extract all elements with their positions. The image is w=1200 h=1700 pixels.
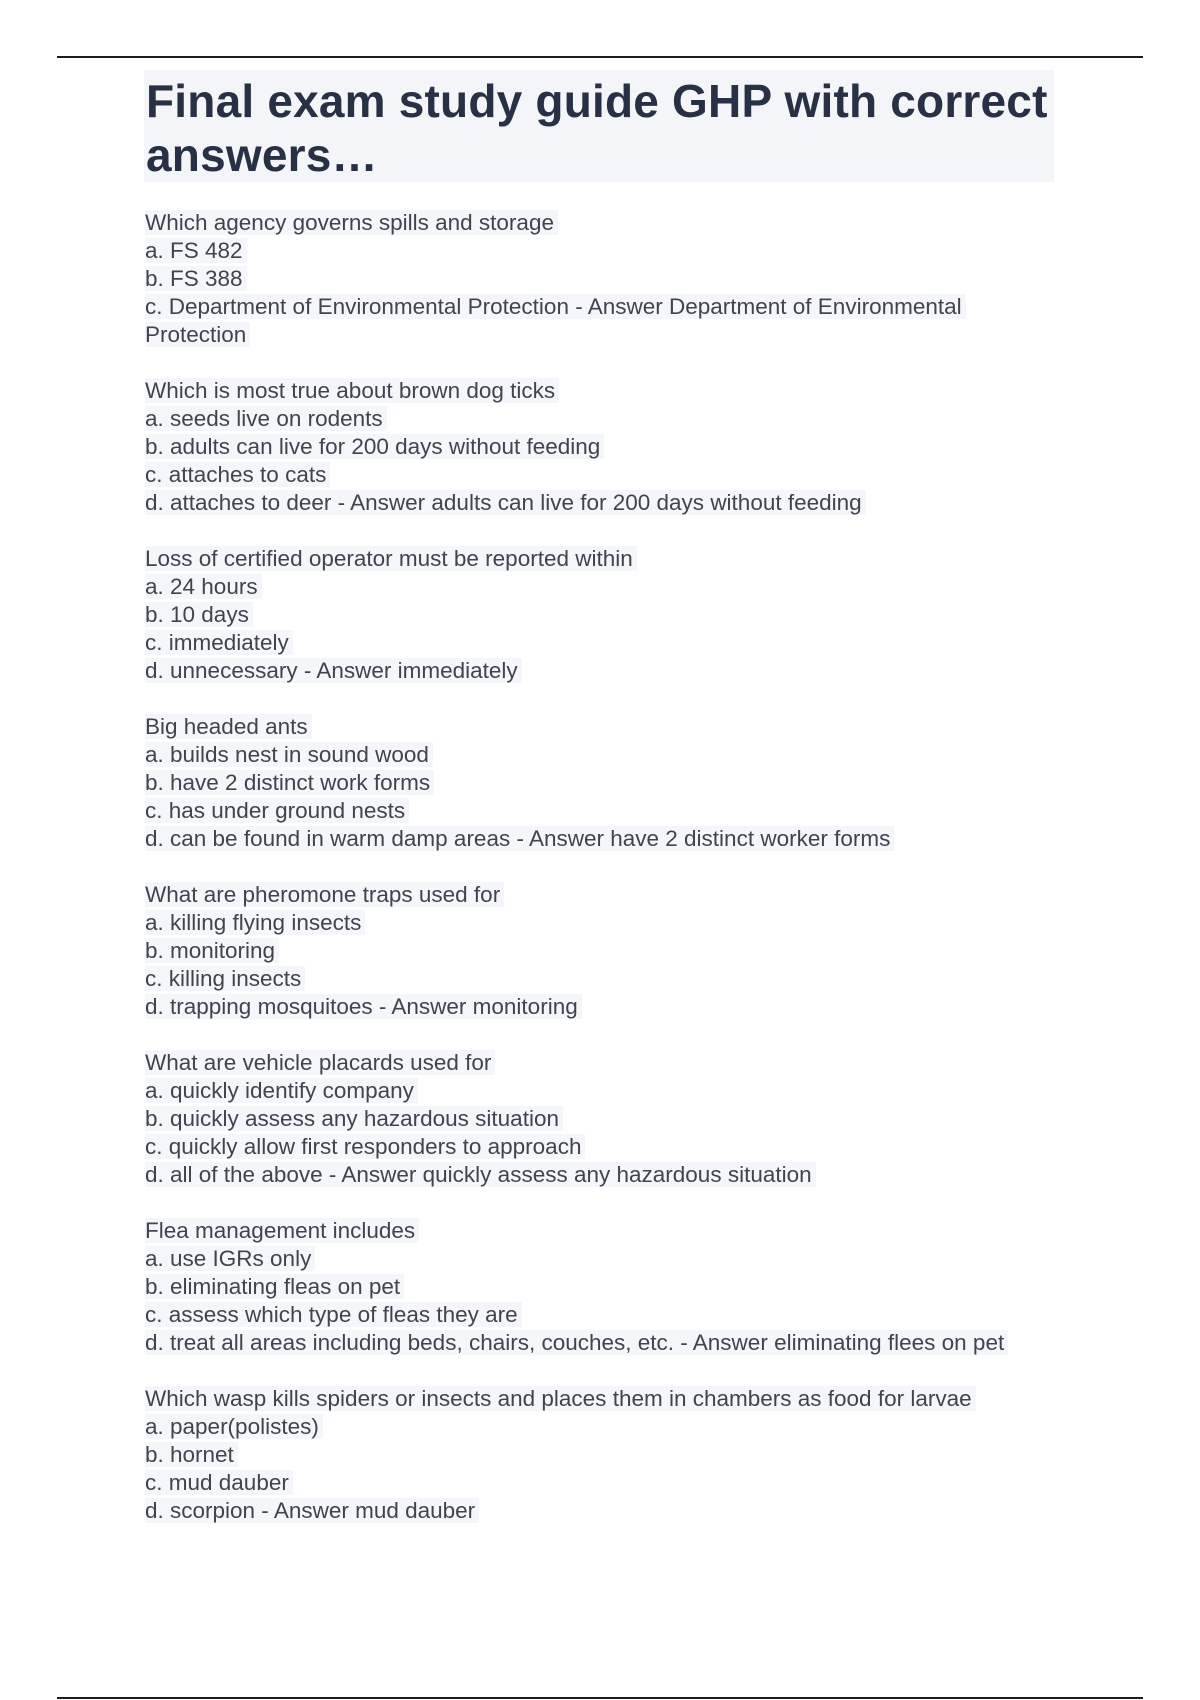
answer-option: b. adults can live for 200 days without feeding bbox=[145, 433, 1055, 461]
answer-option: c. has under ground nests bbox=[145, 797, 1055, 825]
answer-option: a. seeds live on rodents bbox=[145, 405, 1055, 433]
question-text: Big headed ants bbox=[145, 713, 1055, 741]
answer-option: d. unnecessary - Answer immediately bbox=[145, 657, 1055, 685]
answer-option: c. Department of Environmental Protection - Answer Department of Environmental Protection bbox=[145, 293, 1055, 349]
answer-option: a. use IGRs only bbox=[145, 1245, 1055, 1273]
question-block bbox=[145, 545, 1055, 685]
question-text: Which is most true about brown dog ticks bbox=[145, 377, 1055, 405]
answer-option: c. immediately bbox=[145, 629, 1055, 657]
answer-option: a. killing flying insects bbox=[145, 909, 1055, 937]
answer-option: d. attaches to deer - Answer adults can live for 200 days without feeding bbox=[145, 489, 1055, 517]
question-block bbox=[145, 713, 1055, 853]
question-text: Which agency governs spills and storage bbox=[145, 209, 1055, 237]
answer-option: d. treat all areas including beds, chairs, couches, etc. - Answer eliminating flees on pet bbox=[145, 1329, 1055, 1357]
answer-option: d. scorpion - Answer mud dauber bbox=[145, 1497, 1055, 1525]
question-text: Which wasp kills spiders or insects and places them in chambers as food for larvae bbox=[145, 1385, 1055, 1413]
answer-option: c. mud dauber bbox=[145, 1469, 1055, 1497]
answer-option: c. quickly allow first responders to approach bbox=[145, 1133, 1055, 1161]
answer-option: b. have 2 distinct work forms bbox=[145, 769, 1055, 797]
question-block bbox=[145, 377, 1055, 517]
answer-option: b. 10 days bbox=[145, 601, 1055, 629]
title-banner bbox=[144, 70, 1054, 182]
answer-option: b. FS 388 bbox=[145, 265, 1055, 293]
answer-option: a. 24 hours bbox=[145, 573, 1055, 601]
question-block bbox=[145, 1385, 1055, 1525]
question-block bbox=[145, 1217, 1055, 1357]
answer-option: d. all of the above - Answer quickly assess any hazardous situation bbox=[145, 1161, 1055, 1189]
answer-option: a. paper(polistes) bbox=[145, 1413, 1055, 1441]
question-text: Loss of certified operator must be reported within bbox=[145, 545, 1055, 573]
answer-option: d. can be found in warm damp areas - Answer have 2 distinct worker forms bbox=[145, 825, 1055, 853]
answer-option: a. FS 482 bbox=[145, 237, 1055, 265]
answer-option: a. quickly identify company bbox=[145, 1077, 1055, 1105]
top-rule bbox=[57, 56, 1143, 58]
answer-option: c. killing insects bbox=[145, 965, 1055, 993]
answer-option: b. quickly assess any hazardous situation bbox=[145, 1105, 1055, 1133]
question-block bbox=[145, 209, 1055, 349]
answer-option: c. assess which type of fleas they are bbox=[145, 1301, 1055, 1329]
answer-option: b. hornet bbox=[145, 1441, 1055, 1469]
answer-option: c. attaches to cats bbox=[145, 461, 1055, 489]
question-text: What are vehicle placards used for bbox=[145, 1049, 1055, 1077]
page-title: Final exam study guide GHP with correct answers… bbox=[146, 75, 1048, 181]
question-block bbox=[145, 1049, 1055, 1189]
answer-option: d. trapping mosquitoes - Answer monitoring bbox=[145, 993, 1055, 1021]
question-block bbox=[145, 881, 1055, 1021]
question-text: Flea management includes bbox=[145, 1217, 1055, 1245]
bottom-rule bbox=[57, 1697, 1143, 1699]
answer-option: a. builds nest in sound wood bbox=[145, 741, 1055, 769]
answer-option: b. monitoring bbox=[145, 937, 1055, 965]
question-list bbox=[145, 209, 1055, 1553]
question-text: What are pheromone traps used for bbox=[145, 881, 1055, 909]
answer-option: b. eliminating fleas on pet bbox=[145, 1273, 1055, 1301]
